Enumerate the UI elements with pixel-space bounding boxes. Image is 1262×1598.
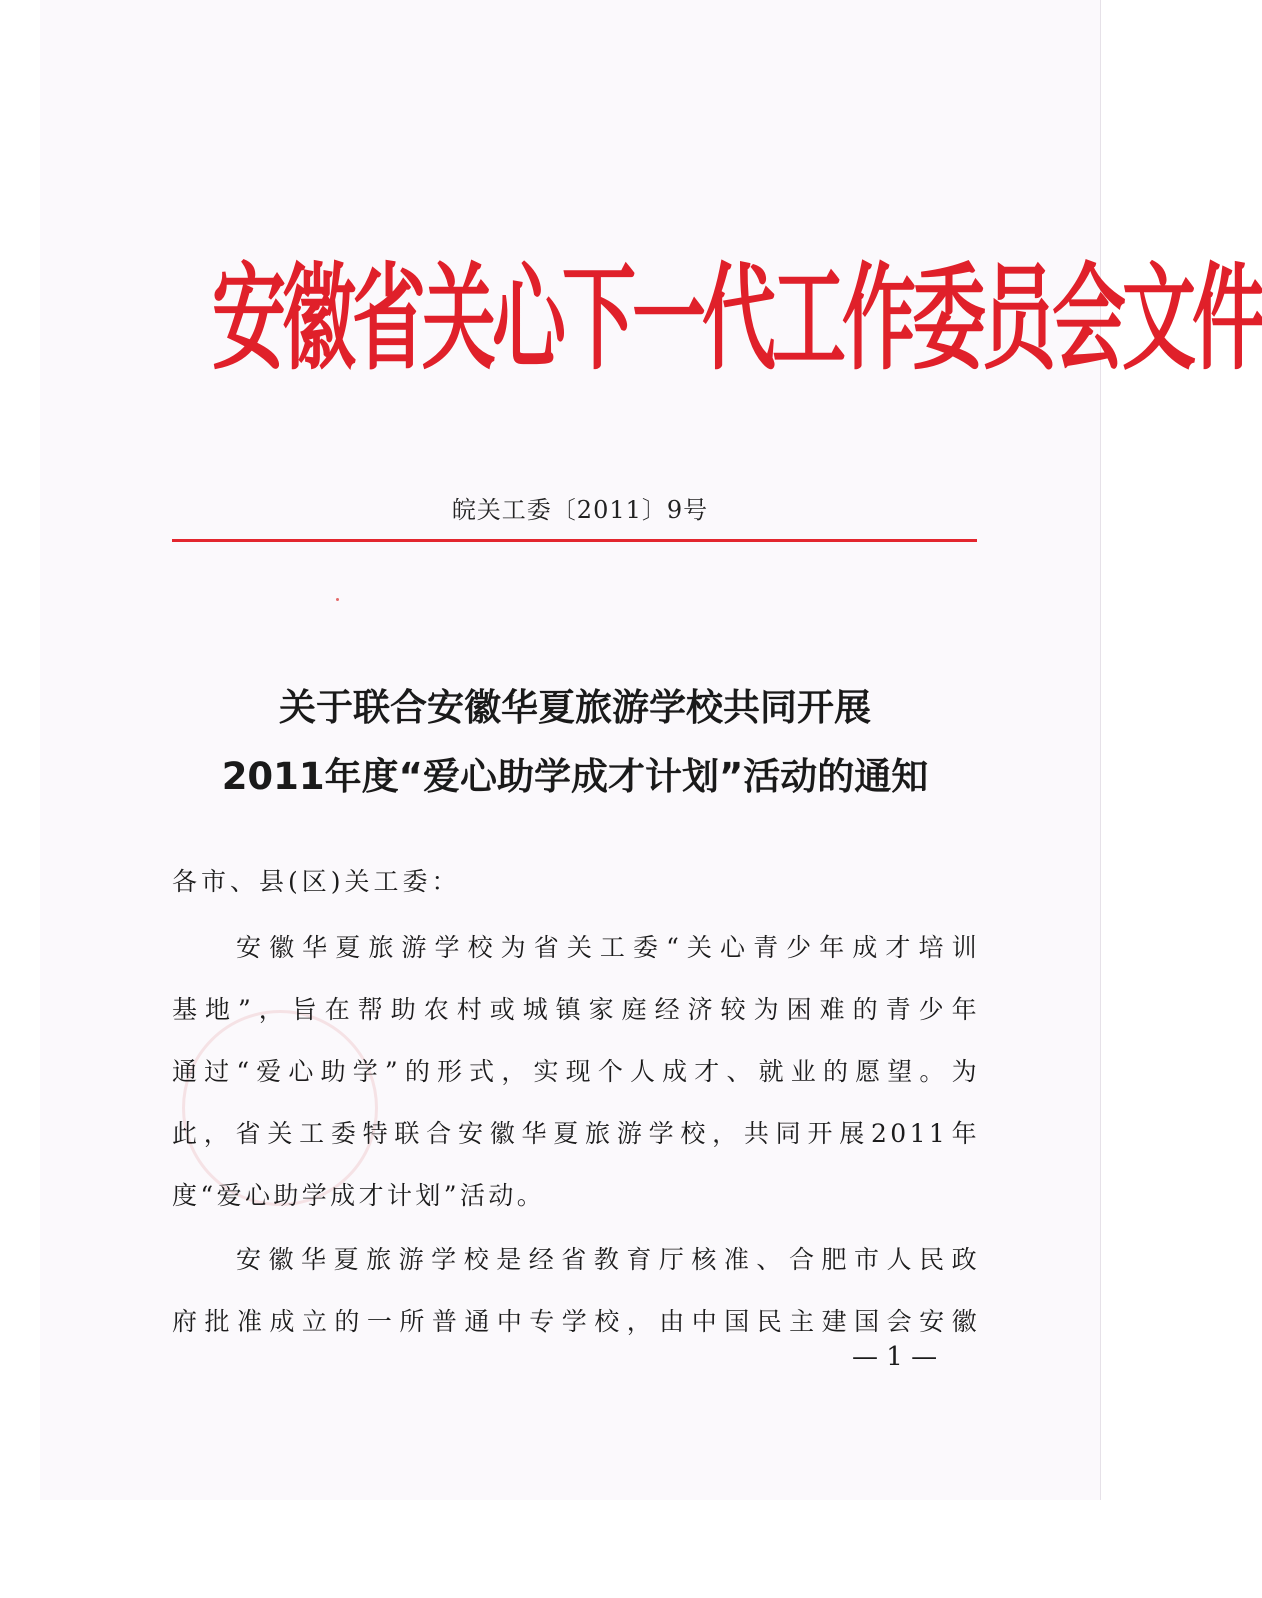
notice-title-line-2: 2011年度“爱心助学成才计划”活动的通知 [221,755,929,798]
document-number: 皖关工委〔2011〕9号 [451,496,709,524]
body-line: 基地”，旨在帮助农村或城镇家庭经济较为困难的青少年 [172,995,980,1024]
page-number: — 1 — [852,1342,938,1372]
salutation: 各市、县(区)关工委： [172,867,461,896]
scan-margin [0,1500,1120,1598]
body-line: 度“爱心助学成才计划”活动。 [172,1181,546,1210]
notice-title-line-1: 关于联合安徽华夏旅游学校共同开展 [279,686,871,729]
body-line: 安徽华夏旅游学校是经省教育厅核准、合肥市人民政 [236,1245,980,1274]
body-line: 安徽华夏旅游学校为省关工委“关心青少年成才培训 [236,933,980,962]
body-line: 府批准成立的一所普通中专学校，由中国民主建国会安徽 [172,1307,980,1336]
body-line: 通过“爱心助学”的形式，实现个人成才、就业的愿望。为 [172,1057,980,1086]
body-line: 此，省关工委特联合安徽华夏旅游学校，共同开展2011年 [172,1119,980,1148]
red-speck [336,598,339,601]
red-divider-rule [172,539,977,542]
document-masthead: 安徽省关心下一代工作委员会文件 [212,252,1262,386]
